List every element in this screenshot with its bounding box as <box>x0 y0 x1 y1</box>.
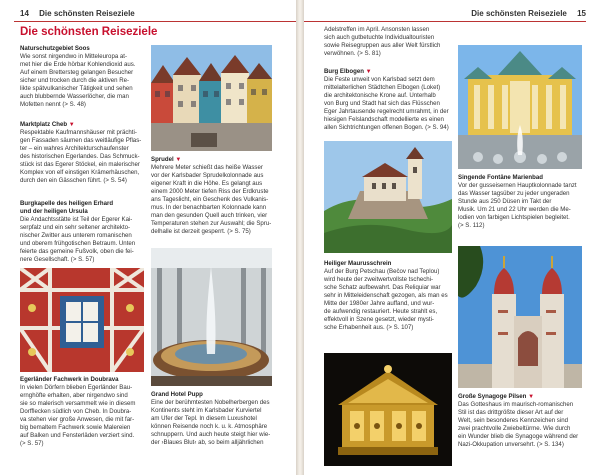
entry-line: sicher und trocken durch die aktiven Re- <box>20 77 130 85</box>
entry-line: zwei prachtvolle Zwiebeltürme. Wie durch <box>458 425 571 433</box>
entry-elbogen <box>324 68 458 132</box>
right-page <box>304 0 600 475</box>
entry-line: de aufwendig restauriert. Heute strahlt es, <box>324 308 438 316</box>
entry-title: Sprudel <box>151 156 174 163</box>
entry-line: auf Balken und Fensterläden verziert sind. <box>20 432 135 440</box>
entry-pupp <box>151 391 279 447</box>
entry-line: met hier die Erde hörbar Kohlendioxid aus. <box>20 61 136 69</box>
entry-line: effektvoll in Szene gesetzt, wieder mysti- <box>324 316 434 324</box>
entry-line: sowie Reisegruppen aus aller Welt fürstlich <box>324 42 441 50</box>
entry-title-cont: und der heiligen Ursula <box>20 208 88 216</box>
entry-line: Nazi-Okkupation unversehrt. (> S. 134) <box>458 441 564 449</box>
fontane-photo <box>458 45 582 169</box>
entry-line: Adelstreffen im April. Ansonsten lassen <box>324 26 430 33</box>
triangle-marker-icon: ▼ <box>528 394 535 400</box>
entry-line: auch blubbernde Wasserlöcher, die man <box>20 93 129 101</box>
entry-line: Mitte der 1980er Jahre auffand, und wur- <box>324 300 435 308</box>
entry-line: mus. In der benachbarten Kolonnade kann <box>151 204 267 212</box>
entry-line: sche Erhabenheit aus. (> S. 107) <box>324 324 414 332</box>
header-rule-left <box>14 21 296 22</box>
fachwerk-photo <box>20 268 144 372</box>
entry-line: durch den ein Gässchen führt. (> S. 54) <box>20 177 127 185</box>
entry-line: Eine der berühmtesten Nobelherbergen des <box>151 399 270 407</box>
entry-line: mittelalterlichen Städtchen Elbogen (Loket) <box>324 84 441 92</box>
entry-line: ter – ein wahres Architekturschaufenster <box>20 145 129 153</box>
entry-line: stück ist das Egerer Stöckel, ein malerischer <box>20 161 140 169</box>
entry-fontane <box>458 174 588 230</box>
entry-line: big bemaltem Fachwerk sowie Malereien <box>20 424 131 432</box>
entry-line: Auf der Burg Petschau (Bečov nad Teplou) <box>324 268 440 276</box>
header-rule-right <box>304 21 586 22</box>
entry-title: Grand Hotel Pupp <box>151 391 203 398</box>
elbogen-photo <box>324 141 452 253</box>
entry-line: sich auch gutbetuchte Individualtouristen <box>324 34 435 42</box>
entry-line: sche Schatz aufbewahrt. Das Reliquiar war <box>324 284 441 292</box>
entry-line: vor der Karlsbader Sprudelkolonnade aus <box>151 172 264 180</box>
entry-line: Stil ist das drittgrößte dieser Art auf der <box>458 409 564 417</box>
page-header-left <box>20 9 135 18</box>
entry-line: Die Feste unweit von Karlsbad setzt dem <box>324 76 435 84</box>
entry-line: man den gesunden Quell auch trinken, vier <box>151 212 268 220</box>
entry-title: Singende Fontäne Marienbad <box>458 174 543 181</box>
entry-line: (> S. 57) <box>20 440 44 448</box>
entry-line: Vor der gusseisernen Hauptkolonnade tanzt <box>458 182 577 190</box>
maurus-photo <box>324 353 452 466</box>
entry-line: lodien von farbigen Lichtspielen begleitet. <box>458 214 570 222</box>
entry-line: schnuppern. Und auch heute steigt hier wie- <box>151 431 271 439</box>
entry-line: Mofetten nennt (> S. 48) <box>20 101 86 109</box>
section-title: Die schönsten Reiseziele <box>20 26 158 38</box>
entry-line: ans Tageslicht, ein Geschenk des Vulkanis- <box>151 196 269 204</box>
entry-line: gen Fassaden säumen das weitläufige Pflas- <box>20 137 142 145</box>
entry-line: des historischen Egerlandes. Das Schmuck- <box>20 153 140 161</box>
entry-line: und oberem frühgotischen Betraum. Unten <box>20 240 136 248</box>
entry-line: sehr in Mitteleidenschaft gezogen, als man es <box>324 292 448 300</box>
entry-line: sie so malerisch versammelt wie in diesem <box>20 400 136 408</box>
entry-synagoge <box>458 393 588 449</box>
entry-line: von Burg und Stadt hat sich das Flüsschen <box>324 100 440 108</box>
running-head-right: Die schönsten Reiseziele <box>471 9 567 18</box>
entry-line: können Reisende noch k. u. k. Atmosphäre <box>151 423 268 431</box>
book-gutter <box>296 0 304 475</box>
entry-title: Burg Elbogen <box>324 68 364 75</box>
entry-line: va stehen vier große Anwesen, die mit far- <box>20 416 135 424</box>
entry-line: serpfalz und ein sehr seltener architekto- <box>20 224 131 232</box>
synagoge-photo <box>458 246 582 388</box>
entry-line: Respektable Kaufmannshäuser mit prächti- <box>20 129 137 137</box>
entry-line: Temperaturen stehen zur Auswahl; die Spru- <box>151 220 272 228</box>
entry-line: Kontinents steht im Karlsbader Kurviertel <box>151 407 262 415</box>
entry-line: allen Sichtrichtungen offenen Bogen. (> S. 94) <box>324 124 449 132</box>
entry-line: Auf einem Brettersteg gelangen Besucher <box>20 69 134 77</box>
entry-title: Burgkapelle des heiligen Erhard <box>20 200 114 207</box>
entry-line: Die Andachtsstätte ist Teil der Egerer Kai- <box>20 216 133 224</box>
entry-line: Dorfflecken südlich von Cheb. In Doubra- <box>20 408 132 416</box>
entry-line: das Wasser tagsüber zu jeder ungeraden <box>458 190 570 198</box>
entry-line: ernghöfte erhalten, aber nirgendwo sind <box>20 392 128 400</box>
cheb-photo <box>151 45 272 151</box>
entry-pupp-continued <box>324 26 458 58</box>
entry-cheb <box>20 121 150 185</box>
entry-line: nischer Zwitter aus unterem romanischen <box>20 232 132 240</box>
triangle-marker-icon: ▼ <box>175 157 182 163</box>
entry-line: (> S. 112) <box>458 222 485 230</box>
entry-title: Naturschutzgebiet Soos <box>20 45 90 52</box>
entry-line: nere Gesellschaft. (> S. 57) <box>20 256 95 264</box>
page-number-left: 14 <box>20 9 29 18</box>
page-number-right: 15 <box>577 9 586 18</box>
entry-erhard <box>20 200 150 264</box>
entry-title: Heiliger Maurusschrein <box>324 260 392 267</box>
entry-line: die architektonische Krone auf. Unterhalb <box>324 92 436 100</box>
triangle-marker-icon: ▼ <box>68 122 75 128</box>
entry-line: Komplex von elf einstigen Krämerhäuschen, <box>20 169 140 177</box>
entry-maurus <box>324 260 458 332</box>
entry-line: der ›Blaues Blut‹ ab, so beim alljährlichen <box>151 439 264 447</box>
entry-line: likte spätvulkanischer Tätigkeit und sehen <box>20 85 133 93</box>
triangle-marker-icon: ▼ <box>365 69 372 75</box>
entry-line: Welt, sein besonderes Kennzeichen sind <box>458 417 568 425</box>
entry-line: verwöhnen. (> S. 81) <box>324 50 381 58</box>
entry-title: Marktplatz Cheb <box>20 121 68 128</box>
entry-soos <box>20 45 150 109</box>
entry-line: eigener Kraft in die Höhe. Es gelangt aus <box>151 180 263 188</box>
entry-line: Das Gotteshaus im maurisch-romanischen <box>458 401 574 409</box>
running-head-left: Die schönsten Reiseziele <box>39 9 135 18</box>
entry-line: ein Wunder blieb die Synagoge während der <box>458 433 579 441</box>
page-header-right <box>471 9 586 18</box>
entry-line: wird heute der zweitwertvollste tschechi- <box>324 276 434 284</box>
entry-line: In vielen Dörfern blieben Egerländer Bau- <box>20 384 133 392</box>
entry-line: Stunde aus 250 Düsen im Takt der <box>458 198 552 206</box>
entry-title: Egerländer Fachwerk in Doubrava <box>20 376 119 383</box>
entry-line: feierte das gemeine Fußvolk, oben die fei- <box>20 248 134 256</box>
entry-line: Wie sonst nirgendwo in Mitteleuropa at- <box>20 53 128 61</box>
entry-line: hiesigen Felslandschaft modellierte es einen <box>324 116 444 124</box>
entry-fachwerk <box>20 376 150 448</box>
left-page <box>0 0 296 475</box>
entry-line: Eger Jahrtausende regelrecht umrahmt, in der <box>324 108 449 116</box>
entry-title: Große Synagoge Pilsen <box>458 393 527 400</box>
entry-line: am Ufer der Tepl. In diesem Luxushotel <box>151 415 257 423</box>
entry-sprudel <box>151 156 279 236</box>
entry-line: einem 2000 Meter tiefen Riss der Erdkruste <box>151 188 269 196</box>
entry-line: Musik. Um 21 und 22 Uhr werden die Me- <box>458 206 571 214</box>
pupp-photo <box>151 248 272 386</box>
entry-line: delhalle ist derzeit gesperrt. (> S. 75) <box>151 228 251 236</box>
entry-line: Mehrere Meter schießt das heiße Wasser <box>151 164 263 172</box>
